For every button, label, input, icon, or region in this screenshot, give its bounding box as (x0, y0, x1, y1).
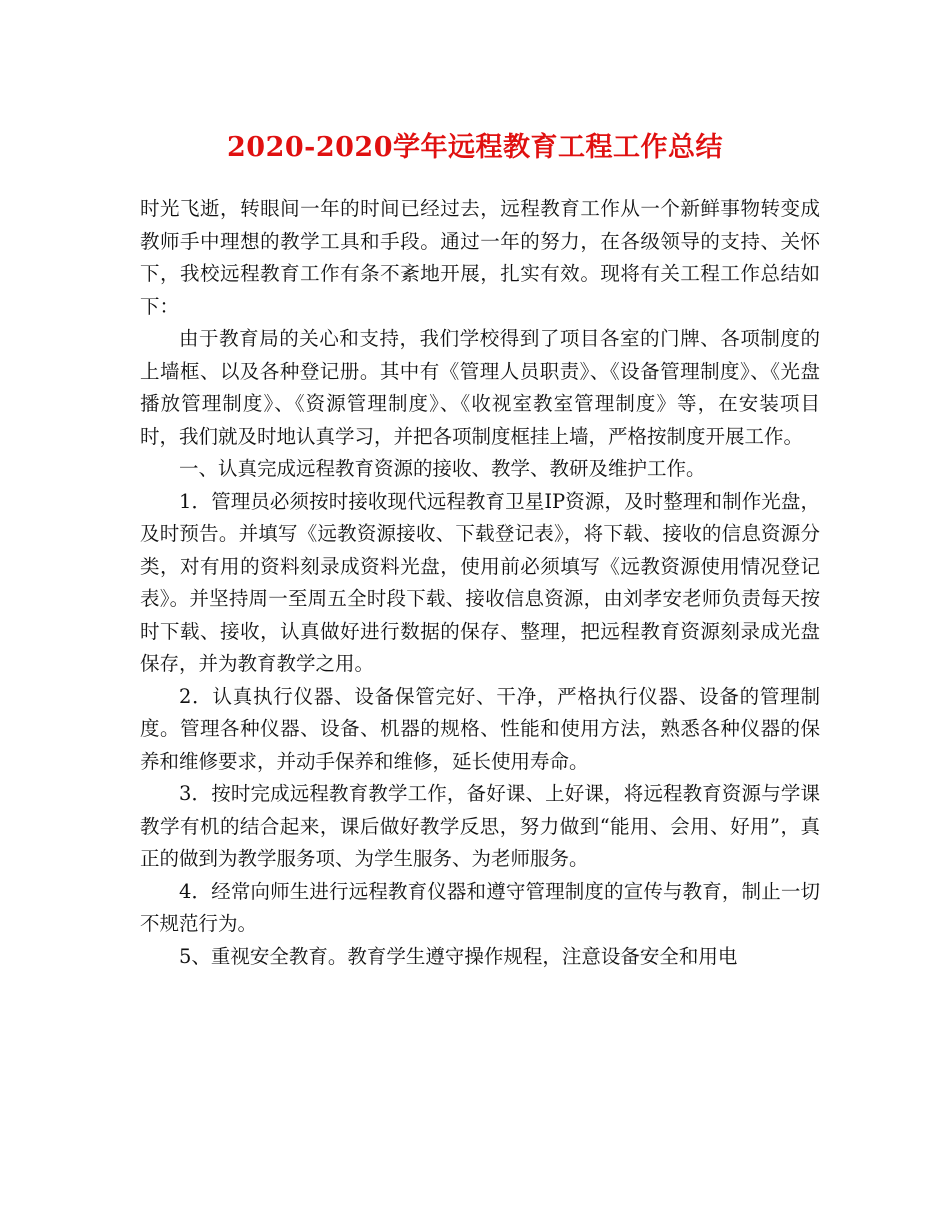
list-item-1: 1．管理员必须按时接收现代远程教育卫星IP资源，及时整理和制作光盘，及时预告。并填写《远教资源接收、下载登记表》，将下载、接收的信息资源分类，对有用的资料刻录成资料光盘，使用前必须填写《远教资源使用情况登记表》。并坚持周一至周五全时段下载、接收信息资源，由刘孝安老师负责每天按时下载、接收，认真做好进行数据的保存、整理，把远程教育资源刻录成光盘保存，并为教育教学之用。 (140, 489, 820, 675)
paragraph-intro: 时光飞逝，转眼间一年的时间已经过去，远程教育工作从一个新鲜事物转变成教师手中理想的教学工具和手段。通过一年的努力，在各级领导的支持、关怀下，我校远程教育工作有条不紊地开展，扎实有效。现将有关工程工作总结如下： (140, 197, 820, 318)
list-item-2: 2．认真执行仪器、设备保管完好、干净，严格执行仪器、设备的管理制度。管理各种仪器、设备、机器的规格、性能和使用方法，熟悉各种仪器的保养和维修要求，并动手保养和维修，延长使用寿命。 (140, 684, 820, 773)
list-item-4: 4．经常向师生进行远程教育仪器和遵守管理制度的宣传与教育，制止一切不规范行为。 (140, 879, 820, 935)
list-item-3: 3．按时完成远程教育教学工作，备好课、上好课，将远程教育资源与学课教学有机的结合起来，课后做好教学反思，努力做到“能用、会用、好用”，真正的做到为教学服务项、为学生服务、为老师服务。 (140, 782, 820, 870)
document-body (140, 193, 820, 973)
paragraph-support: 由于教育局的关心和支持，我们学校得到了项目各室的门牌、各项制度的上墙框、以及各种登记册。其中有《管理人员职责》、《设备管理制度》、《光盘播放管理制度》、《资源管理制度》、《收视室教室管理制度》等，在安装项目时，我们就及时地认真学习，并把各项制度框挂上墙，严格按制度开展工作。 (140, 327, 820, 448)
section-heading-1: 一、认真完成远程教育资源的接收、教学、教研及维护工作。 (179, 457, 706, 480)
list-item-5: 5、重视安全教育。教育学生遵守操作规程，注意设备安全和用电 (179, 944, 738, 968)
document-title: 2020-2020学年远程教育工程工作总结 (227, 132, 723, 163)
